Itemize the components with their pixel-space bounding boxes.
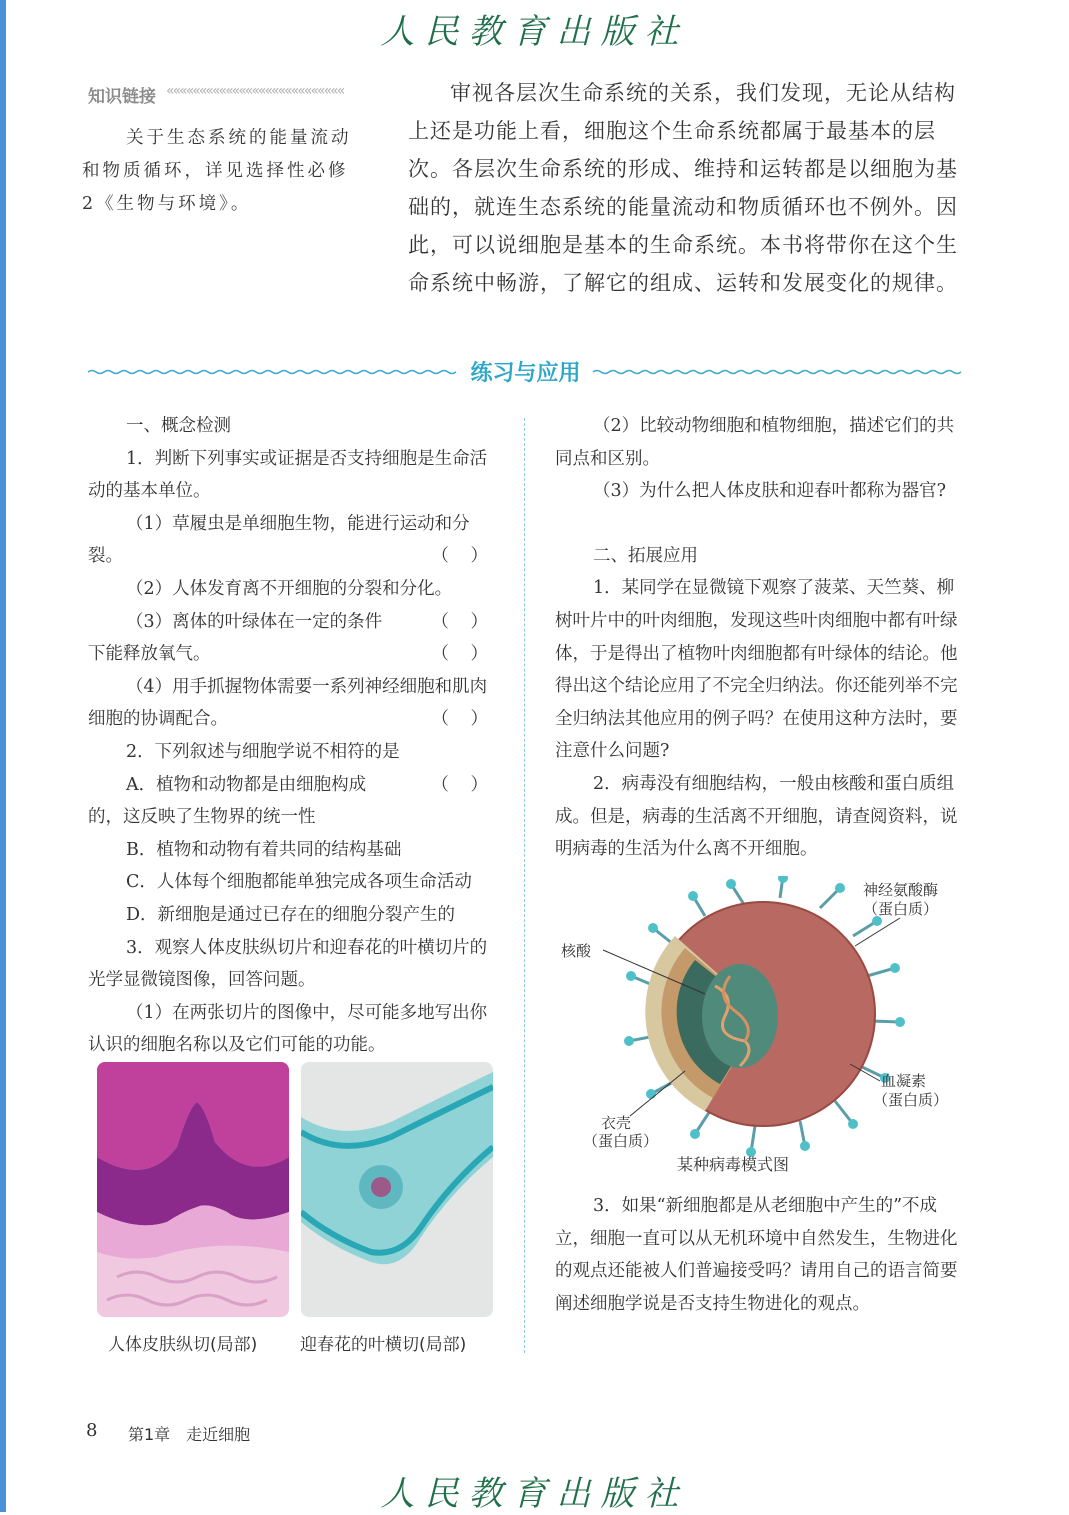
skin-caption: 人体皮肤纵切(局部): [108, 1335, 258, 1355]
extension-3: 3．如果“新细胞都是从老细胞中产生的”不成立，细胞一直可以从无机环境中自然发生，生物进化的观点还能被人们普遍接受吗？请用自己的语言简要阐述细胞学说是否支持生物进化的观点。: [555, 1196, 958, 1314]
section-title: 练习与应用: [470, 361, 581, 386]
answer-blank: （ ）: [431, 709, 496, 730]
sidebar-text: 关于生态系统的能量流动和物质循环，详见选择性必修2《生物与环境》。: [82, 128, 352, 214]
question-3-2: （2）比较动物细胞和植物细胞，描述它们的共同点和区别。: [555, 416, 955, 469]
question-2: 2．下列叙述与细胞学说不相符的是 （ ）: [88, 736, 496, 769]
answer-blank: （ ）: [431, 546, 496, 567]
label-neuraminidase: 神经氨酸酶: [863, 881, 939, 899]
page-edge-stripe: [0, 0, 6, 1512]
column-divider: [524, 418, 525, 1353]
virus-diagram: [555, 876, 963, 1176]
label-neuraminidase-sub: （蛋白质）: [863, 900, 939, 918]
answer-blank: （ ）: [431, 611, 496, 632]
label-capsid: 衣壳: [601, 1114, 632, 1132]
virus-caption: 某种病毒模式图: [677, 1155, 790, 1174]
option-b: B．植物和动物有着共同的结构基础: [126, 839, 402, 860]
extension-1: 1．某同学在显微镜下观察了菠菜、天竺葵、柳树叶片中的叶肉细胞，发现这些叶肉细胞中都有叶绿体，于是得出了植物叶肉细胞都有叶绿体的结论。他得出这个结论应用了不完全归纳法。你还能列举不完全归纳法其他应用的例子吗？在使用这种方法时，要注意什么问题?: [555, 578, 958, 762]
question-1-3: （3）离体的叶绿体在一定的条件下能释放氧气。 （ ）: [88, 606, 496, 671]
left-column: [88, 410, 496, 1062]
answer-blank: （ ）: [431, 644, 496, 665]
option-a: A．植物和动物都是由细胞构成的，这反映了生物界的统一性: [88, 774, 367, 828]
page-number: 8: [86, 1420, 98, 1441]
sidebar-title: 知识链接: [88, 87, 156, 107]
answer-blank: （ ）: [431, 774, 496, 795]
question-3-1: （1）在两张切片的图像中，尽可能多地写出你认识的细胞名称以及它们可能的功能。: [88, 1002, 488, 1056]
option-d: D．新细胞是通过已存在的细胞分裂产生的: [126, 904, 456, 925]
skin-section-image: [97, 1062, 289, 1317]
option-c: C．人体每个细胞都能单独完成各项生命活动: [126, 872, 472, 893]
question-1-2: （2）人体发育离不开细胞的分裂和分化。 （ ）: [88, 573, 496, 606]
leaf-caption: 迎春花的叶横切(局部): [300, 1335, 467, 1355]
right-column: [555, 410, 963, 866]
publisher-watermark-bottom: 人民教育出版社: [380, 1474, 689, 1514]
label-nucleic-acid: 核酸: [561, 942, 592, 960]
question-3: 3．观察人体皮肤纵切片和迎春花的叶横切片的光学显微镜图像，回答问题。: [88, 937, 488, 991]
heading-extension: 二、拓展应用: [593, 545, 698, 566]
extension-2: 2．病毒没有细胞结构，一般由核酸和蛋白质组成。但是，病毒的生活离不开细胞，请查阅资料，说明病毒的生活为什么离不开细胞。: [555, 773, 958, 860]
section-header: [88, 356, 963, 388]
intro-paragraph: 审视各层次生命系统的关系，我们发现，无论从结构上还是功能上看，细胞这个生命系统都属于最基本的层次。各层次生命系统的形成、维持和运转都是以细胞为基础的，就连生态系统的能量流动和物质循环也不例外。因此，可以说细胞是基本的生命系统。本书将带你在这个生命系统中畅游，了解它的组成、运转和发展变化的规律。: [408, 81, 958, 295]
sidebar-decoration: «««««««««««««««««««««««««««: [166, 83, 344, 99]
question-1-1: （1）草履虫是单细胞生物，能进行运动和分裂。 （ ）: [88, 508, 496, 573]
right-column-bottom: [555, 1190, 963, 1320]
heading-concept-check: 一、概念检测: [126, 416, 231, 436]
publisher-watermark-top: 人民教育出版社: [380, 12, 689, 52]
label-hemagglutinin: 血凝素: [881, 1072, 927, 1090]
question-3-3: （3）为什么把人体皮肤和迎春叶都称为器官?: [593, 481, 947, 502]
question-1-4: （4）用手抓握物体需要一系列神经细胞和肌肉细胞的协调配合。 （ ）: [88, 671, 496, 736]
leaf-section-image: [301, 1062, 493, 1317]
label-capsid-sub: （蛋白质）: [583, 1132, 659, 1150]
label-hemagglutinin-sub: （蛋白质）: [873, 1091, 949, 1109]
chapter-label: 第1章 走近细胞: [128, 1425, 251, 1444]
question-1: 1．判断下列事实或证据是否支持细胞是生命活动的基本单位。: [88, 448, 488, 502]
